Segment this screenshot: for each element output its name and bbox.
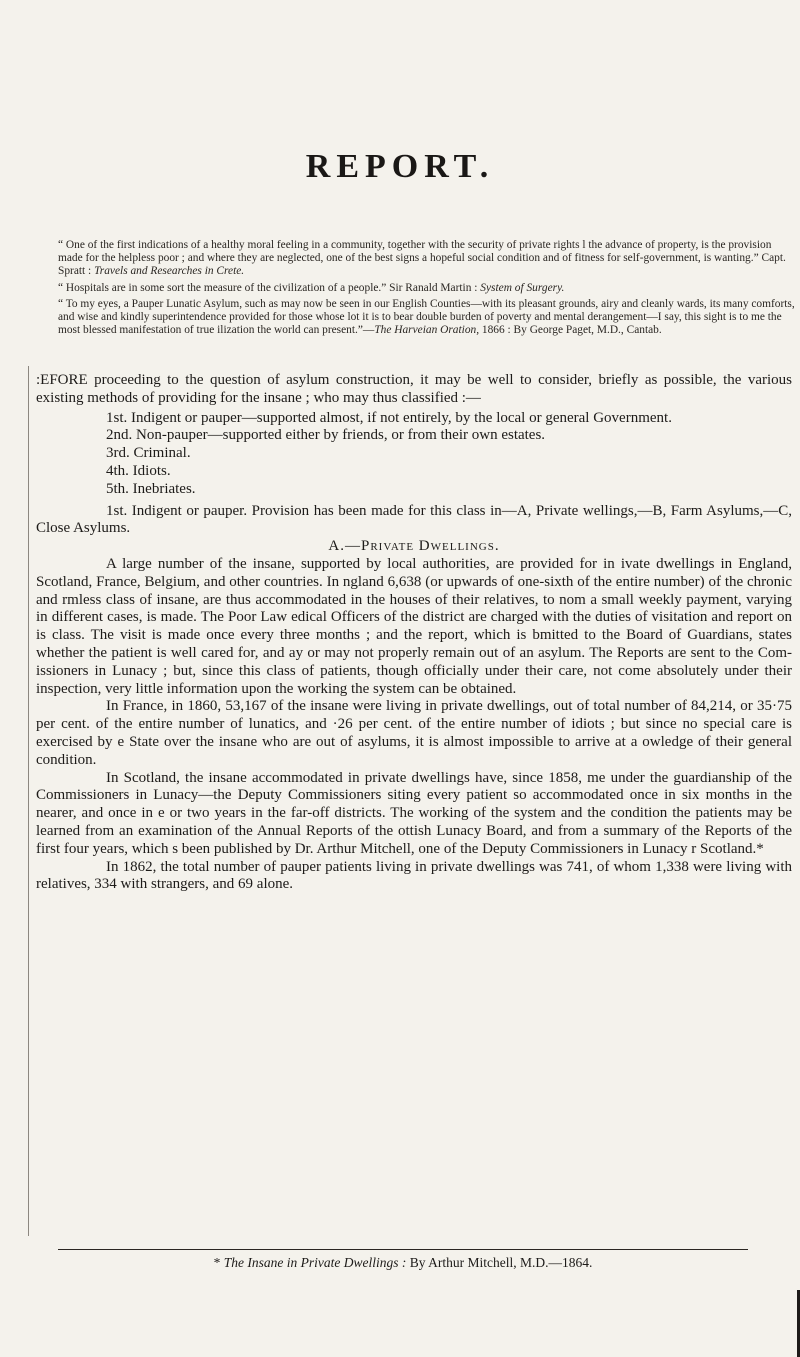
footnote-rule	[58, 1249, 748, 1250]
provision-paragraph: 1st. Indigent or pauper. Provision has been made for this class in—A, Private wellings,—B, Farm Asylums,—C, Close Asylums.	[36, 502, 792, 537]
footnote-rest: By Arthur Mitchell, M.D.—1864.	[406, 1255, 593, 1270]
list-item: 1st. Indigent or pauper—supported almost, if not entirely, by the local or general Government.	[106, 409, 672, 426]
section-heading: A.—Private Dwellings.	[328, 538, 500, 555]
epigraph-source: The Harveian Oration,	[374, 324, 480, 337]
epigraph-text: “ One of the first indications of a healthy moral feeling in a community, together with the security of private rights l the advance of property, is the provision made for the helpless poor ; and where they are neglected, one of the best signs a hopeful social condition and of fitness for self-government, is wanting.” Capt. Spratt :	[58, 239, 786, 278]
body-paragraph: In 1862, the total number of pauper patients living in private dwellings was 741, of whom 1,338 were living with relatives, 334 with strangers, and 69 alone.	[36, 858, 792, 893]
intro-paragraph: :EFORE proceeding to the question of asylum construction, it may be well to consider, briefly as possible, the various existing methods of providing for the insane ; who may thus classified :—	[36, 372, 792, 406]
epigraph-paget	[58, 298, 796, 338]
list-item: 3rd. Criminal.	[106, 445, 191, 462]
gutter-line	[28, 366, 29, 1236]
report-body	[36, 372, 792, 894]
list-item: 5th. Inebriates.	[106, 480, 196, 497]
list-item: 4th. Idiots.	[106, 462, 171, 479]
body-paragraph: In France, in 1860, 53,167 of the insane were living in private dwellings, out of total number of 84,214, or 35·75 per cent. of the entire number of lunatics, and ·26 per cent. of the entire number of idiots ; but since no special care is exercised by e State over the insane who are out of asylums, it is almost impossible to arrive at a owledge of their general condition.	[36, 698, 792, 768]
footnote-marker: *	[213, 1255, 224, 1270]
epigraph-block	[58, 239, 796, 337]
list-item: 2nd. Non-pauper—supported either by friends, or from their own estates.	[106, 427, 546, 444]
body-paragraph: A large number of the insane, supported by local authorities, are provided for in ivate dwellings in England, Scotland, France, Belgium, and other countries. In ngland 6,638 (or upwards of one-sixth of the entire number) of the chronic and rmless class of insane, are thus accommodated in the houses of their relatives, to nom a small weekly payment, varying in different cases, is made. The Poor Law edical Officers of the district are charged with the duties of visitation and report on is class. The visit is made once every three months ; and the report, which is bmitted to the Board of Guardians, states whether the patient is well cared for, and ay or may not properly remain out of an asylum. The Reports are sent to the Com- issioners in Lunacy ; but, since this class of patients, though officially under their care, not come absolutely under their inspection, very little information upon the working the system can be obtained.	[36, 555, 792, 697]
body-paragraph: In Scotland, the insane accommodated in private dwellings have, since 1858, me under the guardianship of the Commissioners in Lunacy—the Deputy Commissioners siting every patient so accommodated once in six months in the nearer, and once in e or two years in the far-off districts. The working of the system and the condition the patients may be learned from an examination of the Annual Reports of the ottish Lunacy Board, and from a summary of the Reports of the first four years, which s been published by Dr. Arthur Mitchell, one of the Deputy Commissioners in Lunacy r Scotland.*	[36, 769, 792, 857]
page-title: REPORT.	[305, 148, 495, 185]
epigraph-text: “ To my eyes, a Pauper Lunatic Asylum, such as may now be seen in our English Counties—with its pleasant grounds, airy and cleanly wards, its many comforts, and wise and kindly superintendence provided for those whose lot it is to bear double burden of poverty and mental derangement—I say, this sight is to me the most blessed manifestation of true ilization the world can present.”—	[58, 297, 795, 337]
epigraph-source: System of Surgery.	[480, 281, 565, 294]
footnote	[58, 1255, 748, 1271]
epigraph-tail: 1866 : By George Paget, M.D., Cantab.	[479, 324, 662, 337]
epigraph-spratt	[58, 239, 796, 279]
footnote-title: The Insane in Private Dwellings :	[223, 1255, 407, 1270]
classification-list	[36, 410, 792, 499]
epigraph-text: “ Hospitals are in some sort the measure of the civilization of a people.” Sir Ranald Martin :	[58, 281, 478, 294]
epigraph-source: Travels and Researches in Crete.	[94, 265, 245, 278]
epigraph-martin	[58, 282, 796, 295]
